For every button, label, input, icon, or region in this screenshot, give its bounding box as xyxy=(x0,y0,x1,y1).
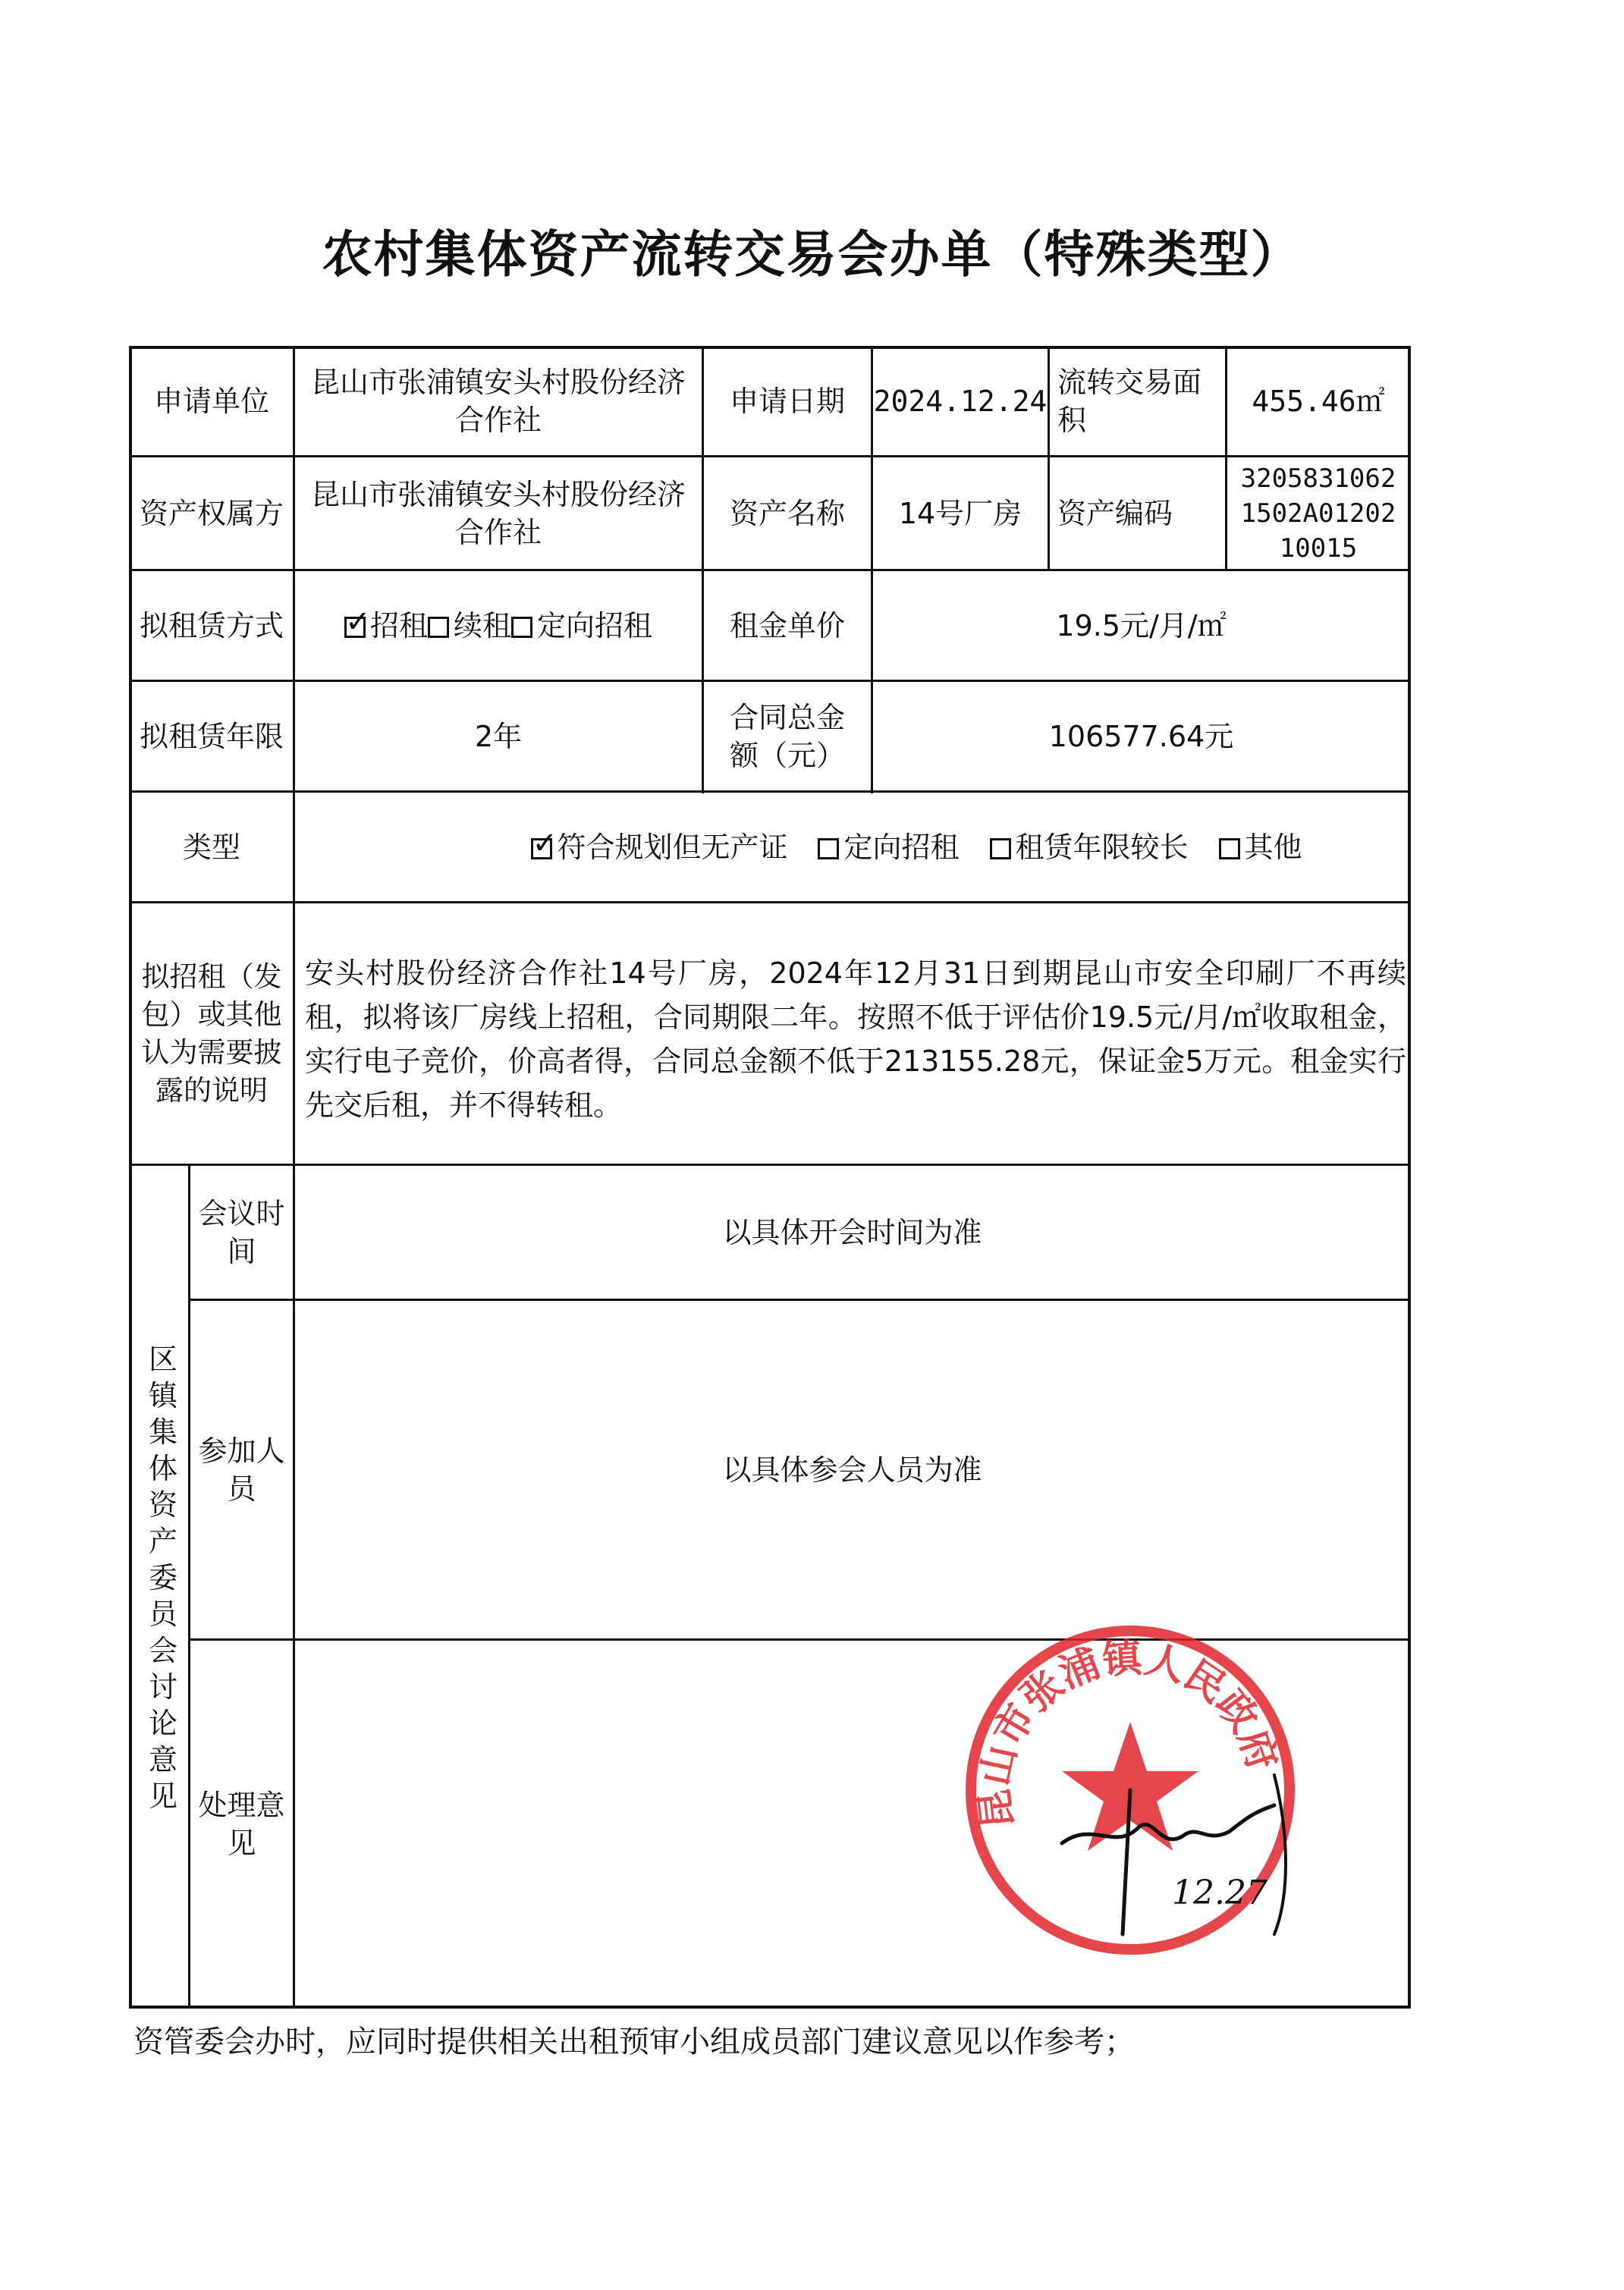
contract-total-label: 合同总金额（元） xyxy=(729,700,845,772)
application-date-label: 申请日期 xyxy=(729,385,845,418)
method-option-3[interactable]: 定向招租 xyxy=(511,607,652,645)
asset-name-label: 资产名称 xyxy=(729,496,845,530)
signature-date: 12.27 xyxy=(1172,1874,1267,1912)
checkbox-checked-icon xyxy=(531,838,552,859)
footer-note: 资管委会办时，应同时提供相关出租预审小组成员部门建议意见以作参考； xyxy=(134,2025,1135,2059)
applicant-value: 昆山市张浦镇安头村股份经济合作社 xyxy=(310,366,686,437)
checkbox-icon xyxy=(818,838,839,859)
lease-method-options xyxy=(295,571,702,680)
checkbox-icon xyxy=(428,617,449,638)
unit-price-value: 19.5元/月/㎡ xyxy=(1056,608,1227,642)
method-option-1[interactable]: ✓ 招租 xyxy=(344,607,428,645)
applicant-label: 申请单位 xyxy=(153,385,269,418)
type-option-3[interactable]: 租赁年限较长 xyxy=(990,828,1189,866)
type-option-4[interactable]: 其他 xyxy=(1219,828,1302,866)
meeting-time-value: 以具体开会时间为准 xyxy=(722,1215,982,1249)
asset-code-label: 资产编码 xyxy=(1057,496,1173,530)
checkbox-icon xyxy=(1219,838,1240,859)
committee-label: 区镇集体资产委员会讨论意见 xyxy=(148,1343,177,1813)
lease-method-label: 拟租赁方式 xyxy=(139,608,284,642)
document-title: 农村集体资产流转交易会办单（特殊类型） xyxy=(322,225,1302,284)
unit-price-label: 租金单价 xyxy=(729,608,845,642)
transfer-area-value: 455.46㎡ xyxy=(1252,385,1385,418)
disclosure-label: 拟招租（发包）或其他认为需要披露的说明 xyxy=(141,960,282,1107)
attendees-label: 参加人员 xyxy=(198,1434,285,1506)
method-option-2[interactable]: 续租 xyxy=(428,607,511,645)
lease-term-label: 拟租赁年限 xyxy=(139,719,284,753)
lease-term-value: 2年 xyxy=(474,719,523,753)
checkbox-checked-icon xyxy=(344,617,366,638)
disclosure-text: 安头村股份经济合作社14号厂房，2024年12月31日到期昆山市安全印刷厂不再续租，拟将该厂房线上招租，合同期限二年。按照不低于评估价19.5元/月/㎡收取租金，实行电子竞价，价高者得，合同总金额不低于213155.28元，保证金5万元。租金实行先交后租，并不得转租。 xyxy=(305,957,1406,1122)
meeting-time-label: 会议时间 xyxy=(198,1196,285,1268)
asset-name-value: 14号厂房 xyxy=(898,496,1022,530)
checkbox-icon xyxy=(990,838,1011,859)
opinion-label: 处理意见 xyxy=(198,1788,285,1860)
contract-total-value: 106577.64元 xyxy=(1048,719,1234,753)
transfer-area-label: 流转交易面积 xyxy=(1057,366,1202,437)
handwritten-signature-icon xyxy=(1047,1745,1320,1972)
type-options xyxy=(295,793,1409,901)
type-option-1[interactable]: ✓ 符合规划但无产证 xyxy=(531,828,787,866)
checkbox-icon xyxy=(511,617,532,638)
owner-value: 昆山市张浦镇安头村股份经济合作社 xyxy=(310,477,686,549)
seal-text: 昆山市张浦镇人民政府 xyxy=(971,1635,1286,1832)
owner-label: 资产权属方 xyxy=(139,496,284,530)
type-option-2[interactable]: 定向招租 xyxy=(818,828,959,866)
asset-code-value: 32058310621502A0120210015 xyxy=(1240,463,1396,564)
application-date-value: 2024.12.24 xyxy=(873,385,1048,418)
attendees-value: 以具体参会人员为准 xyxy=(722,1453,982,1487)
type-label: 类型 xyxy=(182,830,240,864)
